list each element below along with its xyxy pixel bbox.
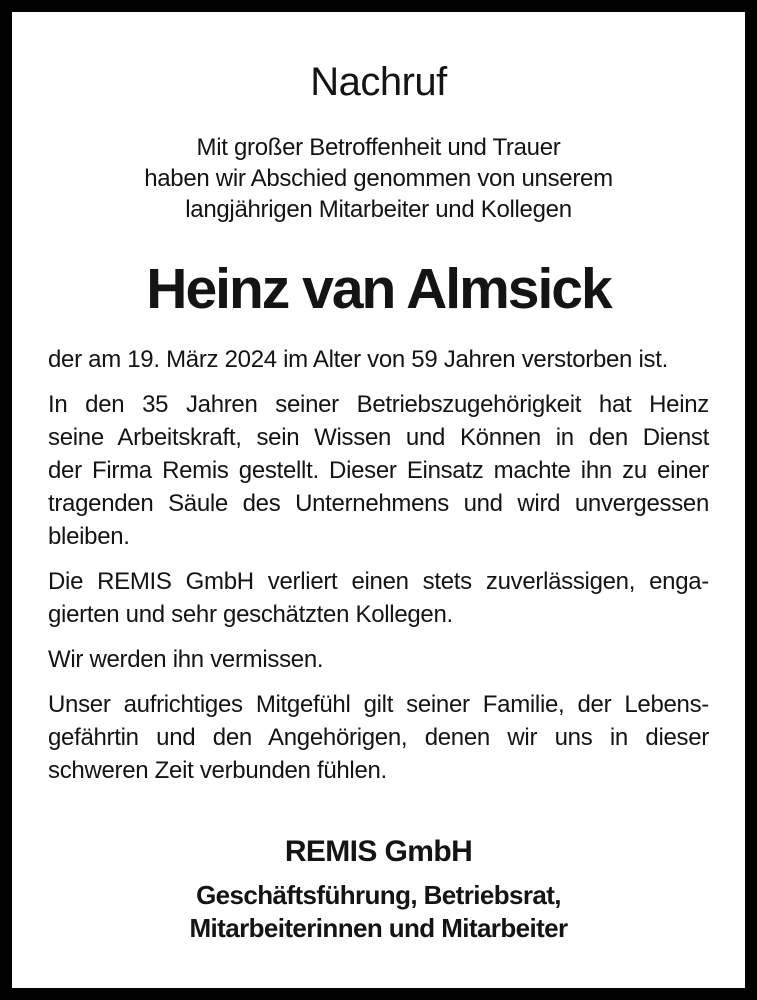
text-line: Unser aufrichtiges Mitgefühl gilt seiner Familie, der Lebens- <box>48 691 709 718</box>
body-paragraph-condolences <box>48 688 709 787</box>
obituary-content <box>12 12 745 945</box>
text-line: In den 35 Jahren seiner Betriebszugehörigkeit hat Heinz <box>48 391 709 418</box>
text-line: bleiben. <box>48 523 130 550</box>
intro-line: Mit großer Betroffenheit und Trauer <box>196 134 561 161</box>
signature-company: REMIS GmbH <box>284 835 473 868</box>
intro-line: haben wir Abschied genommen von unserem <box>144 165 613 192</box>
text-line: gierten und sehr geschätzten Kollegen. <box>48 601 453 628</box>
body-paragraph-company-loss <box>48 565 709 631</box>
text-line: gefährtin und den Angehörigen, denen wir uns in dieser <box>48 724 709 751</box>
text-line: der am 19. März 2024 im Alter von 59 Jahren verstorben ist. <box>48 346 668 373</box>
signature-line: Geschäftsführung, Betriebsrat, <box>196 880 561 910</box>
signature-roles <box>48 879 709 945</box>
intro-text <box>48 132 709 225</box>
text-line: der Firma Remis gestellt. Dieser Einsatz machte ihn zu einer <box>48 457 709 484</box>
deceased-name: Heinz van Almsick <box>146 257 611 321</box>
text-line: schweren Zeit verbunden fühlen. <box>48 757 387 784</box>
intro-line: langjährigen Mitarbeiter und Kollegen <box>185 196 572 223</box>
body-paragraph-service <box>48 388 709 553</box>
signature-line: Mitarbeiterinnen und Mitarbeiter <box>189 913 568 943</box>
text-line: Wir werden ihn vermissen. <box>48 646 324 673</box>
notice-title: Nachruf <box>310 60 447 104</box>
body-paragraph-miss-him <box>48 643 709 676</box>
text-line: seine Arbeitskraft, sein Wissen und Können in den Dienst <box>48 424 709 451</box>
text-line: Die REMIS GmbH verliert einen stets zuverlässigen, enga- <box>48 568 709 595</box>
text-line: tragenden Säule des Unternehmens und wird unvergessen <box>48 490 709 517</box>
body-paragraph-death-date <box>48 343 709 376</box>
